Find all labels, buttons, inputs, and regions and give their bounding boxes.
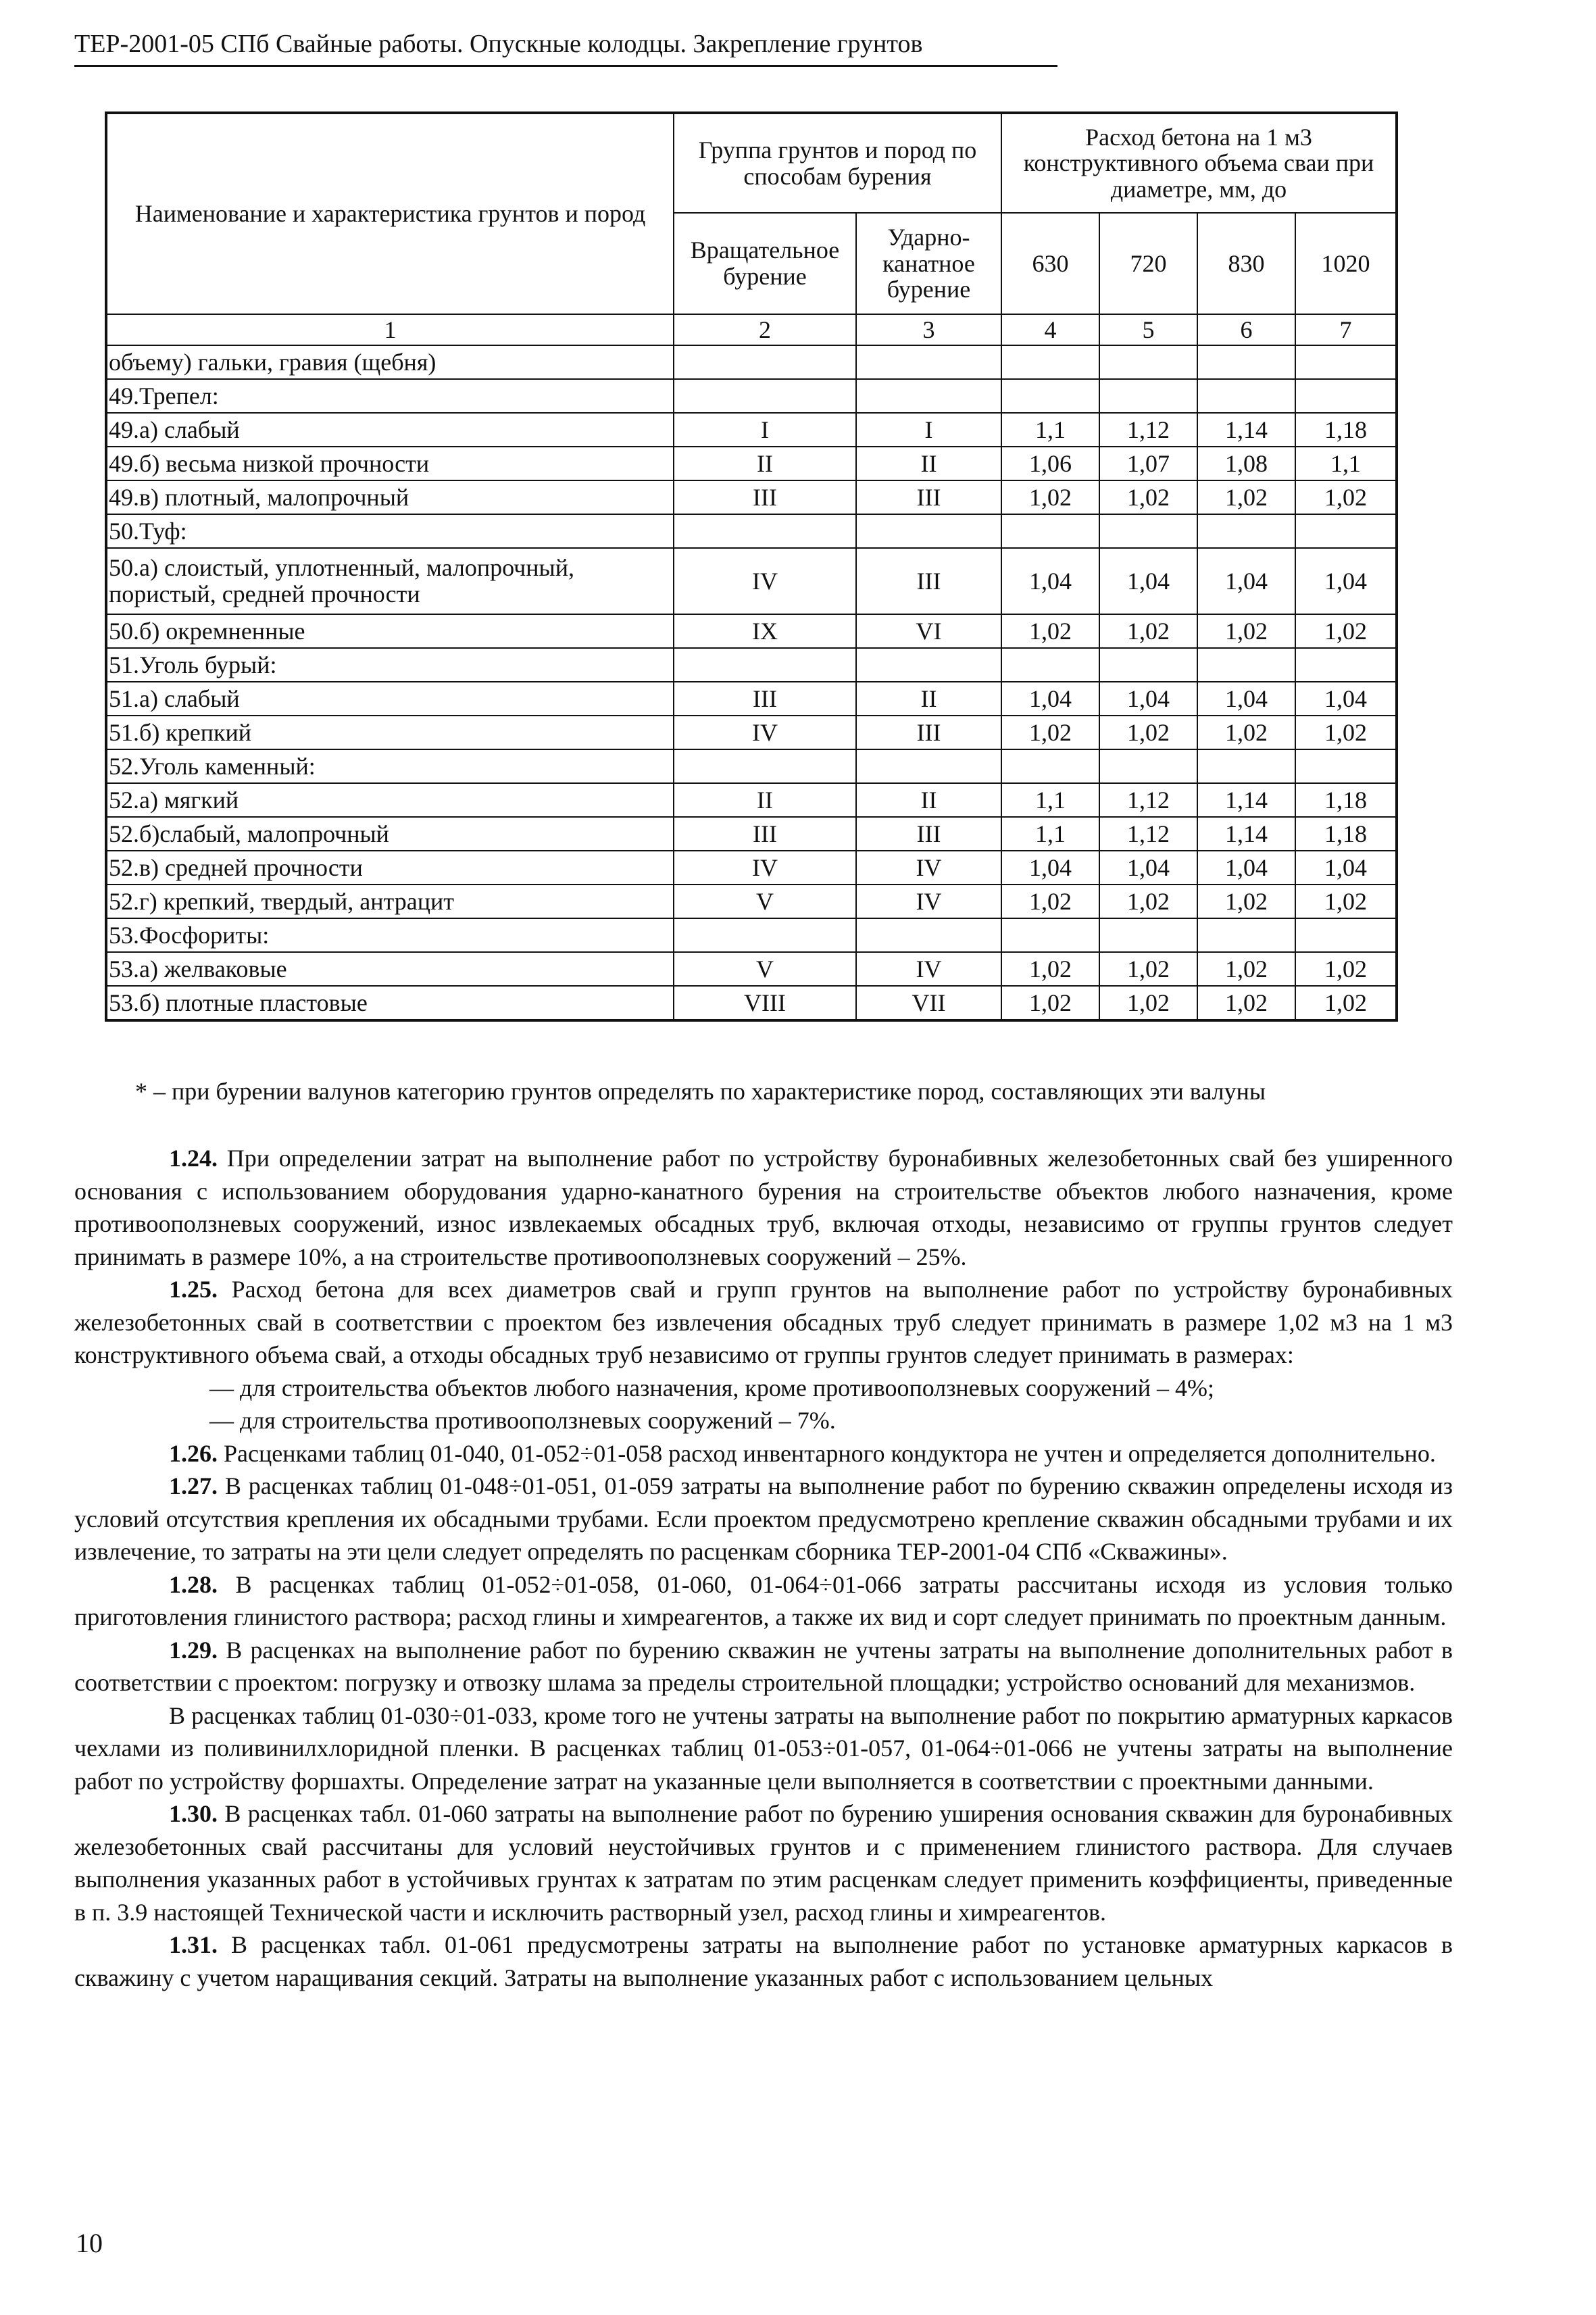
rotary-group-cell: IX: [674, 614, 856, 648]
column-number: 1: [106, 314, 674, 345]
concrete-830-cell: 1,02: [1197, 480, 1295, 514]
paragraph-text: В расценках таблиц 01-052÷01-058, 01-060, 01-064÷01-066 затраты рассчитаны исходя из условия только приготовления глинистого раствора; расход глины и химреагентов, а также их вид и сорт следует принимать по проектным данным.: [74, 1570, 1453, 1631]
concrete-630-cell: 1,04: [1001, 851, 1099, 885]
soil-name-cell: 52.Уголь каменный:: [106, 749, 674, 783]
concrete-630-cell: [1001, 514, 1099, 548]
concrete-1020-cell: 1,02: [1295, 614, 1397, 648]
concrete-720-cell: 1,04: [1099, 851, 1197, 885]
concrete-1020-cell: 1,02: [1295, 952, 1397, 986]
paragraph-number: 1.24.: [169, 1145, 218, 1172]
concrete-830-cell: [1197, 379, 1295, 413]
rotary-group-cell: III: [674, 480, 856, 514]
soil-name-cell: 49.в) плотный, малопрочный: [106, 480, 674, 514]
paragraph: [74, 1568, 1453, 1634]
paragraph-number: 1.30.: [169, 1800, 218, 1827]
paragraph: [74, 1699, 1453, 1798]
paragraph-number: 1.28.: [169, 1570, 218, 1598]
table-row: [106, 413, 1397, 447]
table-row: [106, 514, 1397, 548]
soil-name-cell: 50.а) слоистый, уплотненный, малопрочный, пористый, средней прочности: [106, 548, 674, 614]
rotary-group-cell: II: [674, 783, 856, 817]
table-row: [106, 648, 1397, 682]
rotary-group-cell: [674, 345, 856, 379]
percussion-group-cell: IV: [856, 851, 1001, 885]
concrete-1020-cell: [1295, 749, 1397, 783]
table-row: [106, 614, 1397, 648]
header-percussion: Ударно-канатное бурение: [856, 213, 1001, 314]
paragraph-number: 1.29.: [169, 1636, 218, 1664]
list-item: — для строительства объектов любого назначения, кроме противооползневых сооружений – 4%;: [209, 1374, 1215, 1401]
percussion-group-cell: II: [856, 783, 1001, 817]
rotary-group-cell: I: [674, 413, 856, 447]
concrete-720-cell: 1,02: [1099, 986, 1197, 1020]
concrete-630-cell: 1,1: [1001, 413, 1099, 447]
concrete-1020-cell: [1295, 918, 1397, 952]
concrete-720-cell: 1,02: [1099, 614, 1197, 648]
concrete-720-cell: [1099, 918, 1197, 952]
rotary-group-cell: V: [674, 885, 856, 918]
concrete-1020-cell: [1295, 514, 1397, 548]
paragraph-number: 1.27.: [169, 1472, 218, 1499]
concrete-630-cell: 1,02: [1001, 716, 1099, 749]
concrete-830-cell: [1197, 749, 1295, 783]
concrete-1020-cell: 1,18: [1295, 783, 1397, 817]
rotary-group-cell: II: [674, 447, 856, 480]
percussion-group-cell: I: [856, 413, 1001, 447]
concrete-830-cell: [1197, 648, 1295, 682]
soil-name-cell: 53.б) плотные пластовые: [106, 986, 674, 1020]
table-row: [106, 817, 1397, 851]
header-diameter: 720: [1099, 213, 1197, 314]
concrete-720-cell: 1,02: [1099, 716, 1197, 749]
list-item: — для строительства противооползневых сооружений – 7%.: [209, 1407, 836, 1434]
concrete-720-cell: 1,12: [1099, 413, 1197, 447]
rotary-group-cell: [674, 514, 856, 548]
concrete-1020-cell: 1,02: [1295, 716, 1397, 749]
concrete-630-cell: [1001, 918, 1099, 952]
percussion-group-cell: [856, 918, 1001, 952]
paragraph: [74, 1142, 1453, 1273]
concrete-1020-cell: 1,04: [1295, 851, 1397, 885]
percussion-group-cell: [856, 345, 1001, 379]
concrete-720-cell: [1099, 514, 1197, 548]
header-diameter: 830: [1197, 213, 1295, 314]
concrete-830-cell: [1197, 514, 1295, 548]
concrete-720-cell: 1,02: [1099, 952, 1197, 986]
paragraph-text: При определении затрат на выполнение работ по устройству буронабивных железобетонных свай без уширенного основания с использованием оборудования ударно-канатного бурения на строительстве объектов любого назначения, кроме противооползневых сооружений, износ извлекаемых обсадных труб, включая отходы, независимо от группы грунтов следует принимать в размере 10%, а на строительстве противооползневых сооружений – 25%.: [74, 1145, 1453, 1270]
rotary-group-cell: IV: [674, 716, 856, 749]
concrete-630-cell: [1001, 648, 1099, 682]
soil-name-cell: 49.б) весьма низкой прочности: [106, 447, 674, 480]
concrete-1020-cell: 1,04: [1295, 682, 1397, 716]
concrete-830-cell: [1197, 918, 1295, 952]
rotary-group-cell: III: [674, 682, 856, 716]
concrete-1020-cell: 1,02: [1295, 885, 1397, 918]
column-number: 3: [856, 314, 1001, 345]
concrete-720-cell: 1,07: [1099, 447, 1197, 480]
paragraph: [74, 1797, 1453, 1928]
rotary-group-cell: IV: [674, 548, 856, 614]
concrete-1020-cell: [1295, 379, 1397, 413]
concrete-830-cell: 1,14: [1197, 783, 1295, 817]
percussion-group-cell: [856, 648, 1001, 682]
table-row: [106, 447, 1397, 480]
concrete-830-cell: 1,02: [1197, 885, 1295, 918]
header-rotary: Вращательное бурение: [674, 213, 856, 314]
concrete-1020-cell: [1295, 345, 1397, 379]
header-concrete: Расход бетона на 1 м3 конструктивного объема сваи при диаметре, мм, до: [1001, 113, 1397, 213]
soil-name-cell: 50.Туф:: [106, 514, 674, 548]
concrete-1020-cell: 1,02: [1295, 986, 1397, 1020]
table-row: [106, 918, 1397, 952]
table-row: [106, 952, 1397, 986]
paragraph-number: 1.26.: [169, 1439, 218, 1467]
concrete-830-cell: 1,04: [1197, 682, 1295, 716]
percussion-group-cell: [856, 749, 1001, 783]
concrete-720-cell: 1,12: [1099, 817, 1197, 851]
table-footnote: * – при бурении валунов категорию грунтов определять по характеристике пород, составляющих эти валуны: [135, 1078, 1266, 1105]
soil-name-cell: 53.а) желваковые: [106, 952, 674, 986]
concrete-1020-cell: 1,1: [1295, 447, 1397, 480]
concrete-830-cell: 1,04: [1197, 548, 1295, 614]
concrete-630-cell: [1001, 379, 1099, 413]
rotary-group-cell: [674, 749, 856, 783]
concrete-720-cell: 1,02: [1099, 885, 1197, 918]
paragraph-text: В расценках табл. 01-061 предусмотрены затраты на выполнение работ по установке арматурных каркасов в скважину с учетом наращивания секций. Затраты на выполнение указанных работ с использованием цельных: [74, 1931, 1453, 1991]
paragraph: [74, 1470, 1453, 1568]
paragraph-number: 1.25.: [169, 1276, 218, 1303]
running-header: ТЕР-2001-05 СПб Свайные работы. Опускные колодцы. Закрепление грунтов: [74, 27, 1057, 67]
table-row: [106, 682, 1397, 716]
table-row: [106, 749, 1397, 783]
paragraph-text: В расценках таблиц 01-048÷01-051, 01-059 затраты на выполнение работ по бурению скважин определены исходя из условий отсутствия крепления их обсадными трубами. Если проектом предусмотрено крепление скважин обсадными трубами и их извлечение, то затраты на эти цели следует определять по расценкам сборника ТЕР-2001-04 СПб «Скважины».: [74, 1472, 1453, 1565]
soil-name-cell: 52.а) мягкий: [106, 783, 674, 817]
concrete-830-cell: [1197, 345, 1295, 379]
percussion-group-cell: III: [856, 480, 1001, 514]
table-row: [106, 851, 1397, 885]
concrete-830-cell: 1,02: [1197, 952, 1295, 986]
soil-table-wrapper: [105, 111, 1398, 1022]
paragraph: [74, 1273, 1453, 1372]
soil-name-cell: объему) гальки, гравия (щебня): [106, 345, 674, 379]
column-number: 4: [1001, 314, 1099, 345]
percussion-group-cell: VI: [856, 614, 1001, 648]
rotary-group-cell: VIII: [674, 986, 856, 1020]
concrete-630-cell: 1,06: [1001, 447, 1099, 480]
soil-name-cell: 53.Фосфориты:: [106, 918, 674, 952]
soil-name-cell: 51.а) слабый: [106, 682, 674, 716]
table-row: [106, 986, 1397, 1020]
concrete-720-cell: [1099, 345, 1197, 379]
table-row: [106, 716, 1397, 749]
concrete-630-cell: 1,02: [1001, 986, 1099, 1020]
rotary-group-cell: [674, 918, 856, 952]
paragraph-text: Расход бетона для всех диаметров свай и групп грунтов на выполнение работ по устройству буронабивных железобетонных свай в соответствии с проектом без извлечения обсадных труб следует принимать в размере 1,02 м3 на 1 м3 конструктивного объема свай, а отходы обсадных труб независимо от группы грунтов следует принимать в размерах:: [74, 1276, 1453, 1368]
concrete-630-cell: 1,04: [1001, 548, 1099, 614]
concrete-630-cell: 1,1: [1001, 783, 1099, 817]
percussion-group-cell: VII: [856, 986, 1001, 1020]
soil-name-cell: 51.Уголь бурый:: [106, 648, 674, 682]
soil-name-cell: 49.а) слабый: [106, 413, 674, 447]
table-row: [106, 783, 1397, 817]
concrete-830-cell: 1,02: [1197, 614, 1295, 648]
header-soil-name: Наименование и характеристика грунтов и пород: [106, 113, 674, 314]
table-body: [106, 345, 1397, 1020]
table-row: [106, 379, 1397, 413]
rotary-group-cell: [674, 379, 856, 413]
concrete-720-cell: 1,04: [1099, 682, 1197, 716]
concrete-830-cell: 1,02: [1197, 716, 1295, 749]
percussion-group-cell: II: [856, 682, 1001, 716]
concrete-830-cell: 1,14: [1197, 413, 1295, 447]
header-diameter: 630: [1001, 213, 1099, 314]
header-diameter: 1020: [1295, 213, 1397, 314]
concrete-630-cell: 1,1: [1001, 817, 1099, 851]
paragraph: [74, 1928, 1453, 1994]
concrete-1020-cell: 1,18: [1295, 413, 1397, 447]
concrete-1020-cell: 1,04: [1295, 548, 1397, 614]
rotary-group-cell: V: [674, 952, 856, 986]
page-number: 10: [76, 2228, 103, 2258]
column-number: 6: [1197, 314, 1295, 345]
paragraph-text: В расценках табл. 01-060 затраты на выполнение работ по бурению уширения основания скважин для буронабивных железобетонных свай рассчитаны для условий неустойчивых грунтов и с применением глинистого раствора. Для случаев выполнения указанных работ в устойчивых грунтах к затратам по этим расценкам следует применить коэффициенты, приведенные в п. 3.9 настоящей Технической части и исключить растворный узел, расход глины и химреагентов.: [74, 1800, 1453, 1926]
soil-name-cell: 52.б)слабый, малопрочный: [106, 817, 674, 851]
concrete-1020-cell: 1,18: [1295, 817, 1397, 851]
header-group: Группа грунтов и пород по способам бурения: [674, 113, 1001, 213]
paragraph: [74, 1437, 1453, 1470]
soil-name-cell: 52.в) средней прочности: [106, 851, 674, 885]
rotary-group-cell: [674, 648, 856, 682]
soil-name-cell: 52.г) крепкий, твердый, антрацит: [106, 885, 674, 918]
paragraph-text: Расценками таблиц 01-040, 01-052÷01-058 расход инвентарного кондуктора не учтен и определяется дополнительно.: [224, 1439, 1436, 1467]
table-row: [106, 548, 1397, 614]
percussion-group-cell: IV: [856, 885, 1001, 918]
concrete-630-cell: 1,02: [1001, 614, 1099, 648]
paragraph-text: В расценках на выполнение работ по бурению скважин не учтены затраты на выполнение дополнительных работ в соответствии с проектом: погрузку и отвозку шлама за пределы строительной площадки; устройство оснований для механизмов.: [74, 1636, 1453, 1696]
concrete-830-cell: 1,04: [1197, 851, 1295, 885]
concrete-720-cell: 1,02: [1099, 480, 1197, 514]
concrete-1020-cell: [1295, 648, 1397, 682]
soil-concrete-table: [105, 111, 1398, 1022]
table-row: [106, 480, 1397, 514]
body-text: [74, 1142, 1453, 1994]
percussion-group-cell: III: [856, 817, 1001, 851]
concrete-1020-cell: 1,02: [1295, 480, 1397, 514]
percussion-group-cell: III: [856, 548, 1001, 614]
concrete-630-cell: [1001, 345, 1099, 379]
percussion-group-cell: IV: [856, 952, 1001, 986]
concrete-720-cell: 1,04: [1099, 548, 1197, 614]
paragraph: [74, 1634, 1453, 1699]
paragraph-number: 1.31.: [169, 1931, 218, 1958]
table-row: [106, 345, 1397, 379]
concrete-720-cell: [1099, 379, 1197, 413]
concrete-630-cell: [1001, 749, 1099, 783]
concrete-720-cell: [1099, 749, 1197, 783]
percussion-group-cell: III: [856, 716, 1001, 749]
column-number: 7: [1295, 314, 1397, 345]
rotary-group-cell: IV: [674, 851, 856, 885]
concrete-630-cell: 1,02: [1001, 952, 1099, 986]
column-number: 5: [1099, 314, 1197, 345]
concrete-720-cell: [1099, 648, 1197, 682]
soil-name-cell: 51.б) крепкий: [106, 716, 674, 749]
percussion-group-cell: [856, 379, 1001, 413]
concrete-630-cell: 1,04: [1001, 682, 1099, 716]
soil-name-cell: 50.б) окремненные: [106, 614, 674, 648]
column-number: 2: [674, 314, 856, 345]
concrete-830-cell: 1,14: [1197, 817, 1295, 851]
paragraph-text: В расценках таблиц 01-030÷01-033, кроме того не учтены затраты на выполнение работ по покрытию арматурных каркасов чехлами из поливинилхлоридной пленки. В расценках таблиц 01-053÷01-057, 01-064÷01-066 не учтены затраты на выполнение работ по устройству форшахты. Определение затрат на указанные цели выполняется в соответствии с проектными данными.: [74, 1701, 1453, 1795]
concrete-630-cell: 1,02: [1001, 885, 1099, 918]
table-row: [106, 885, 1397, 918]
concrete-630-cell: 1,02: [1001, 480, 1099, 514]
soil-name-cell: 49.Трепел:: [106, 379, 674, 413]
percussion-group-cell: [856, 514, 1001, 548]
concrete-830-cell: 1,02: [1197, 986, 1295, 1020]
rotary-group-cell: III: [674, 817, 856, 851]
concrete-830-cell: 1,08: [1197, 447, 1295, 480]
concrete-720-cell: 1,12: [1099, 783, 1197, 817]
percussion-group-cell: II: [856, 447, 1001, 480]
